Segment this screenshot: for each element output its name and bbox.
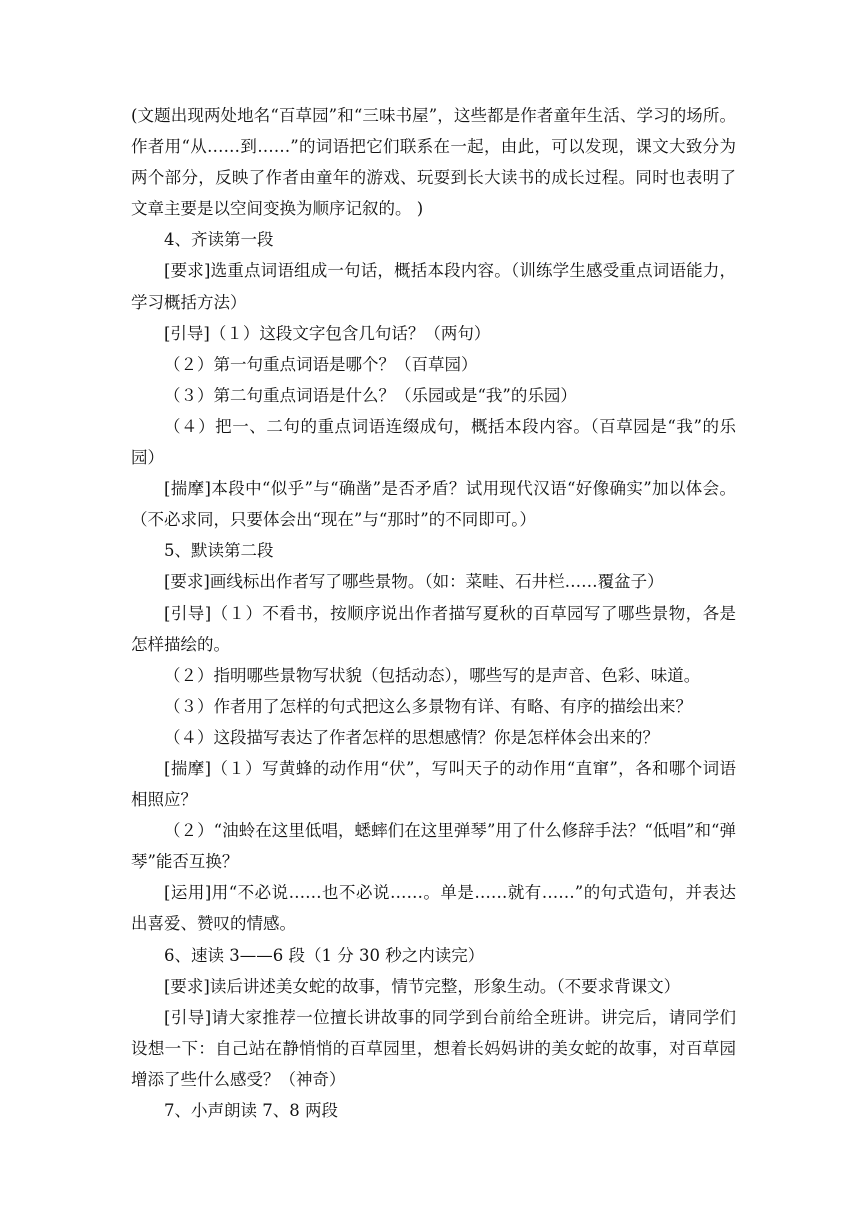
document-page bbox=[131, 100, 736, 1126]
paragraph-guide-1-4: （４）把一、二句的重点词语连缀成句，概括本段内容。（百草园是“我”的乐园） bbox=[131, 416, 736, 468]
paragraph-requirement-3: [要求]读后讲述美女蛇的故事，情节完整，形象生动。（不要求背课文） bbox=[164, 976, 681, 996]
heading-step-5: 5、默读第二段 bbox=[164, 541, 274, 561]
heading-step-4: 4、齐读第一段 bbox=[164, 230, 274, 250]
paragraph-ponder-2-2: （２）“油蛉在这里低唱，蟋蟀们在这里弹琴”用了什么修辞手法？“低唱”和“弹琴”能否互换？ bbox=[131, 821, 736, 872]
paragraph-guide-1-3: （３）第二句重点词语是什么？（乐园或是“我”的乐园） bbox=[164, 385, 577, 405]
paragraph-title-analysis: (文题出现两处地名“百草园”和“三味书屋”，这些都是作者童年生活、学习的场所。作者用“从……到……”的词语把它们联系在一起，由此，可以发现，课文大致分为两个部分，反映了作者由童年的游戏、玩耍到长大读书的成长过程。同时也表明了文章主要是以空间变换为顺序记叙的。 ) bbox=[131, 106, 736, 219]
paragraph-apply: [运用]用“不必说……也不必说……。单是……就有……”的句式造句，并表达出喜爱、赞叹的情感。 bbox=[131, 883, 736, 934]
paragraph-requirement-1: [要求]选重点词语组成一句话，概括本段内容。（训练学生感受重点词语能力，学习概括方法） bbox=[131, 261, 736, 312]
heading-step-7: 7、小声朗读 7、8 两段 bbox=[164, 1101, 338, 1120]
paragraph-guide-1: [引导]（１）这段文字包含几句话？（两句） bbox=[164, 323, 491, 343]
paragraph-requirement-2: [要求]画线标出作者写了哪些景物。（如：菜畦、石井栏……覆盆子） bbox=[164, 572, 664, 592]
paragraph-guide-1-2: （２）第一句重点词语是哪个？（百草园） bbox=[164, 354, 478, 374]
paragraph-ponder-2: [揣摩]（１）写黄蜂的动作用“伏”，写叫天子的动作用“直窜”，各和哪个词语相照应？ bbox=[131, 758, 736, 810]
paragraph-guide-2-4: （４）这段描写表达了作者怎样的思想感情？你是怎样体会出来的？ bbox=[164, 727, 659, 747]
paragraph-guide-2-2: （２）指明哪些景物写状貌（包括动态），哪些写的是声音、色彩、味道。 bbox=[164, 665, 701, 685]
heading-step-6: 6、速读 3——6 段（1 分 30 秒之内读完） bbox=[164, 945, 485, 965]
paragraph-guide-2-3: （３）作者用了怎样的句式把这么多景物有详、有略、有序的描绘出来？ bbox=[164, 696, 692, 716]
paragraph-ponder-1: [揣摩]本段中“似乎”与“确凿”是否矛盾？试用现代汉语“好像确实”加以体会。（不必求同，只要体会出“现在”与“那时”的不同即可。） bbox=[131, 479, 736, 530]
paragraph-guide-2: [引导]（１）不看书，按顺序说出作者描写夏秋的百草园写了哪些景物，各是怎样描绘的。 bbox=[131, 603, 736, 654]
paragraph-guide-3: [引导]请大家推荐一位擅长讲故事的同学到台前给全班讲。讲完后，请同学们设想一下：自己站在静悄悄的百草园里，想着长妈妈讲的美女蛇的故事，对百草园增添了些什么感受？（神奇） bbox=[131, 1007, 736, 1089]
